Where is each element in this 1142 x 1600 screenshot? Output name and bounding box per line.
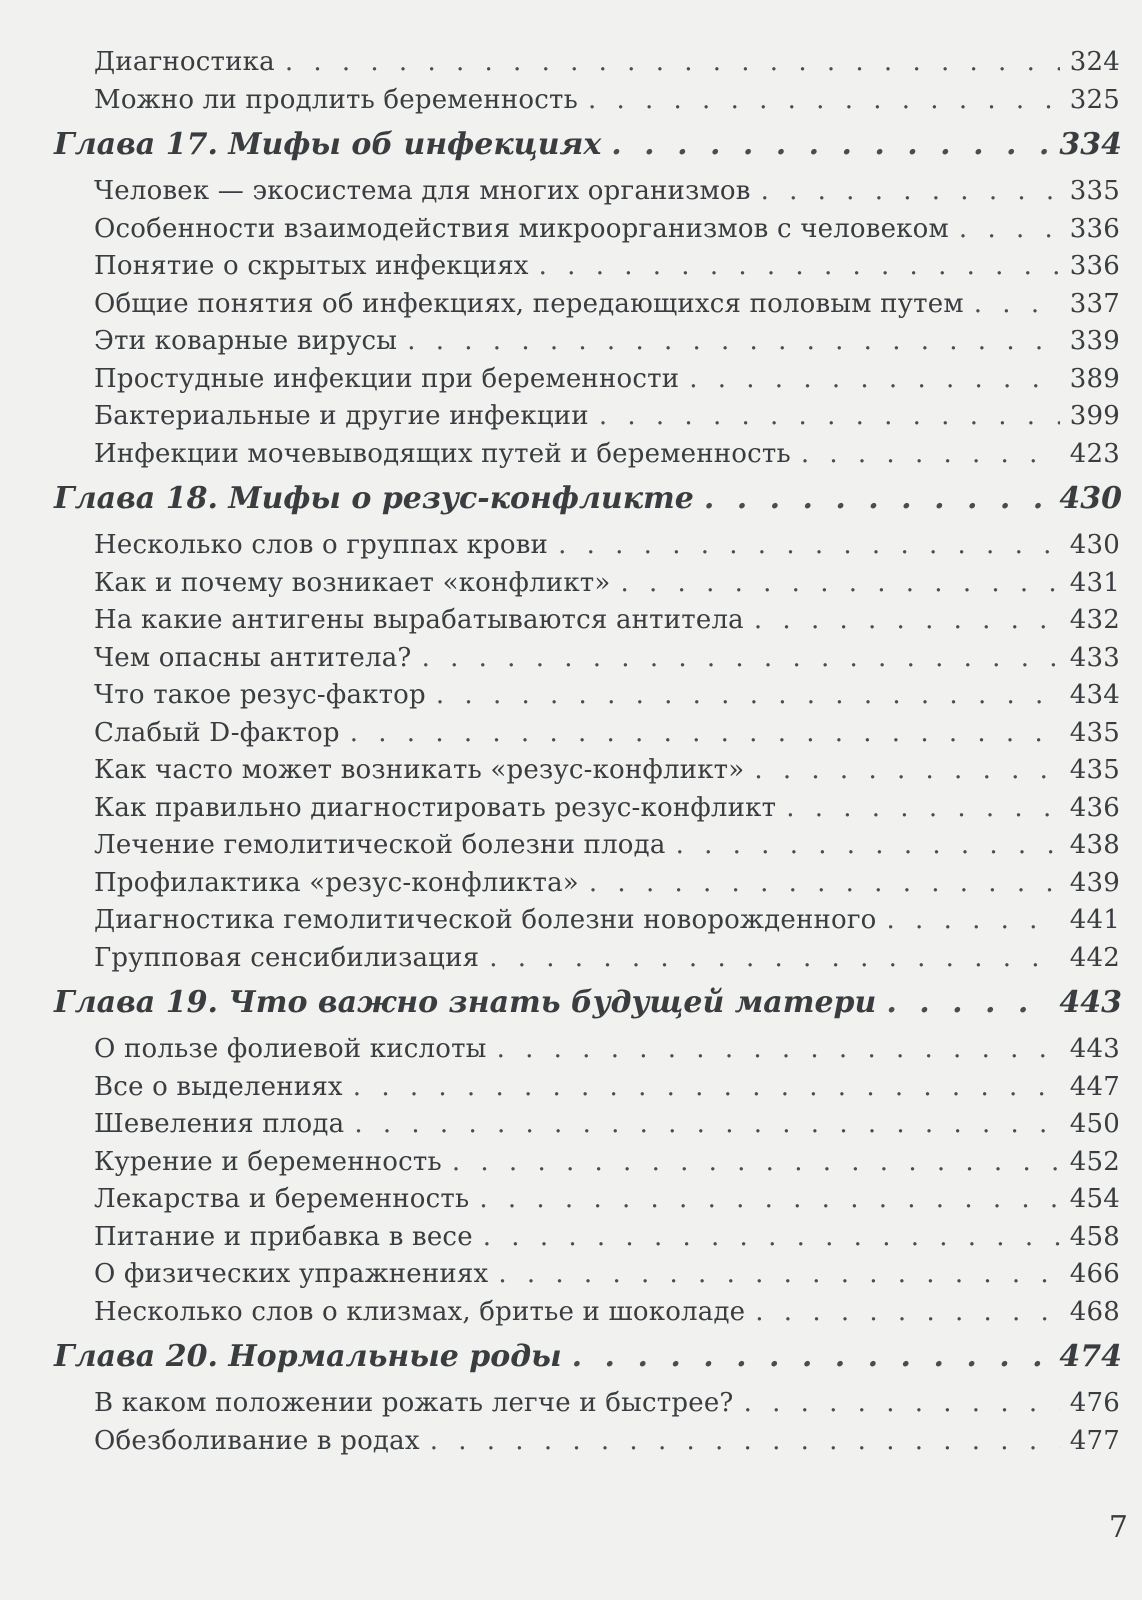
toc-entry (0, 565, 1142, 603)
entry-page-number: 443 (1069, 1034, 1120, 1064)
dot-leader (430, 1423, 1060, 1461)
entry-page-number: 339 (1069, 326, 1120, 356)
dot-leader (407, 323, 1060, 361)
entry-page-number: 441 (1069, 905, 1120, 935)
entry-title: В каком положении рожать легче и быстрее? (94, 1388, 734, 1418)
toc-entry (0, 211, 1142, 249)
entry-title: Диагностика гемолитической болезни новорожденного (94, 905, 877, 935)
toc-entry (0, 940, 1142, 978)
entry-page-number: 435 (1069, 755, 1120, 785)
entry-page-number: 434 (1069, 680, 1120, 710)
entry-title: Чем опасны антитела? (94, 642, 412, 673)
toc-entry (0, 1423, 1142, 1461)
toc-entry (0, 361, 1142, 399)
entry-page-number: 438 (1069, 830, 1120, 860)
dot-leader (886, 981, 1049, 1025)
dot-leader (588, 82, 1060, 120)
entry-page-number: 337 (1069, 288, 1120, 319)
toc-entry (0, 1294, 1142, 1332)
entry-title: Диагностика (94, 47, 275, 77)
toc-entry (0, 1031, 1142, 1069)
dot-leader (483, 1219, 1060, 1257)
entry-page-number: 435 (1069, 717, 1120, 748)
dot-leader (704, 477, 1050, 521)
toc-entry (0, 286, 1142, 324)
entry-page-number: 442 (1069, 942, 1120, 973)
toc-entry (0, 1144, 1142, 1182)
dot-leader (761, 173, 1060, 211)
entry-page-number: 336 (1069, 251, 1120, 281)
entry-page-number: 474 (1059, 1339, 1122, 1374)
dot-leader (744, 1385, 1060, 1423)
dot-leader (620, 565, 1059, 603)
toc-chapter-heading (0, 123, 1142, 167)
entry-page-number: 433 (1069, 642, 1120, 673)
entry-title: Шевеления плода (94, 1109, 345, 1139)
entry-page-number: 431 (1069, 567, 1120, 598)
dot-leader (786, 790, 1060, 828)
dot-leader (539, 248, 1060, 286)
dot-leader (497, 1031, 1060, 1069)
toc-entry (0, 398, 1142, 436)
entry-title: Можно ли продлить беременность (94, 84, 578, 115)
toc-entry (0, 1256, 1142, 1294)
dot-leader (589, 865, 1060, 903)
toc-entry (0, 1219, 1142, 1257)
toc-chapter-heading (0, 981, 1142, 1025)
toc-entry (0, 82, 1142, 120)
dot-leader (498, 1256, 1059, 1294)
toc-entry (0, 323, 1142, 361)
entry-page-number: 324 (1069, 47, 1120, 77)
chapter-title: Глава 17. Мифы об инфекциях (54, 127, 602, 162)
entry-title: Что такое резус-фактор (94, 680, 426, 710)
entry-title: О физических упражнениях (94, 1259, 489, 1289)
entry-title: На какие антигены вырабатываются антитела (94, 605, 744, 635)
entry-page-number: 447 (1069, 1071, 1120, 1102)
toc-entry (0, 44, 1142, 82)
entry-title: Понятие о скрытых инфекциях (94, 251, 529, 281)
entry-title: Профилактика «резус-конфликта» (94, 867, 579, 898)
toc-entry (0, 436, 1142, 474)
entry-page-number: 325 (1069, 84, 1120, 115)
toc-entry (0, 1181, 1142, 1219)
dot-leader (887, 902, 1060, 940)
entry-title: Питание и прибавка в весе (94, 1221, 473, 1252)
toc-entry (0, 790, 1142, 828)
dot-leader (754, 752, 1059, 790)
dot-leader (974, 286, 1060, 324)
entry-title: Лекарства и беременность (94, 1184, 470, 1214)
entry-page-number: 458 (1069, 1221, 1120, 1252)
chapter-title: Глава 20. Нормальные роды (54, 1339, 562, 1374)
toc-entry (0, 827, 1142, 865)
toc-entry (0, 865, 1142, 903)
entry-title: Простудные инфекции при беременности (94, 363, 680, 394)
toc-entry (0, 1106, 1142, 1144)
toc-entry (0, 248, 1142, 286)
dot-leader (452, 1144, 1060, 1182)
entry-page-number: 432 (1069, 605, 1120, 635)
dot-leader (959, 211, 1060, 249)
entry-title: Как правильно диагностировать резус-конфликт (94, 792, 777, 823)
entry-page-number: 439 (1069, 867, 1120, 898)
entry-page-number: 335 (1069, 176, 1120, 206)
table-of-contents (0, 44, 1142, 1460)
entry-title: Как и почему возникает «конфликт» (94, 567, 611, 598)
dot-leader (611, 123, 1049, 167)
entry-title: Несколько слов о клизмах, бритье и шоколаде (94, 1296, 746, 1327)
entry-page-number: 477 (1069, 1425, 1120, 1456)
entry-title: О пользе фолиевой кислоты (94, 1034, 487, 1064)
toc-entry (0, 602, 1142, 640)
toc-entry (0, 1069, 1142, 1107)
entry-page-number: 336 (1069, 213, 1120, 244)
dot-leader (754, 602, 1060, 640)
dot-leader (558, 527, 1060, 565)
entry-page-number: 334 (1059, 127, 1122, 162)
dot-leader (676, 827, 1060, 865)
dot-leader (436, 677, 1060, 715)
dot-leader (599, 398, 1060, 436)
dot-leader (285, 44, 1060, 82)
toc-entry (0, 640, 1142, 678)
toc-chapter-heading (0, 1335, 1142, 1379)
entry-page-number: 452 (1069, 1146, 1120, 1177)
entry-page-number: 430 (1069, 530, 1120, 560)
toc-entry (0, 1385, 1142, 1423)
toc-entry (0, 902, 1142, 940)
entry-page-number: 443 (1059, 985, 1122, 1020)
entry-title: Групповая сенсибилизация (94, 942, 480, 973)
entry-title: Слабый D-фактор (94, 717, 340, 748)
toc-chapter-heading (0, 477, 1142, 521)
entry-title: Человек — экосистема для многих организмов (94, 176, 751, 206)
entry-title: Особенности взаимодействия микроорганизмов с человеком (94, 213, 949, 244)
chapter-title: Глава 18. Мифы о резус-конфликте (54, 481, 694, 516)
toc-entry (0, 752, 1142, 790)
toc-entry (0, 715, 1142, 753)
dot-leader (572, 1335, 1050, 1379)
entry-page-number: 399 (1069, 401, 1120, 431)
dot-leader (689, 361, 1060, 399)
page-number: 7 (1108, 1510, 1128, 1545)
entry-title: Несколько слов о группах крови (94, 530, 549, 560)
dot-leader (354, 1106, 1059, 1144)
entry-page-number: 436 (1069, 792, 1120, 823)
entry-page-number: 450 (1069, 1109, 1120, 1139)
dot-leader (755, 1294, 1060, 1332)
dot-leader (801, 436, 1060, 474)
entry-title: Общие понятия об инфекциях, передающихся половым путем (94, 288, 964, 319)
entry-title: Лечение гемолитической болезни плода (94, 830, 666, 860)
entry-page-number: 466 (1069, 1259, 1120, 1289)
entry-title: Курение и беременность (94, 1146, 442, 1177)
entry-page-number: 476 (1069, 1388, 1120, 1418)
entry-title: Эти коварные вирусы (94, 326, 398, 356)
toc-entry (0, 527, 1142, 565)
entry-title: Инфекции мочевыводящих путей и беременность (94, 438, 791, 469)
entry-page-number: 389 (1069, 363, 1120, 394)
entry-page-number: 468 (1069, 1296, 1120, 1327)
entry-title: Бактериальные и другие инфекции (94, 401, 589, 431)
entry-page-number: 454 (1069, 1184, 1120, 1214)
dot-leader (479, 1181, 1059, 1219)
entry-title: Все о выделениях (94, 1071, 343, 1102)
dot-leader (353, 1069, 1060, 1107)
dot-leader (489, 940, 1060, 978)
entry-title: Обезболивание в родах (94, 1425, 420, 1456)
dot-leader (422, 640, 1060, 678)
entry-page-number: 423 (1069, 438, 1120, 469)
toc-entry (0, 677, 1142, 715)
entry-title: Как часто может возникать «резус-конфликт» (94, 755, 745, 785)
toc-entry (0, 173, 1142, 211)
dot-leader (350, 715, 1060, 753)
chapter-title: Глава 19. Что важно знать будущей матери (54, 985, 877, 1020)
entry-page-number: 430 (1059, 481, 1122, 516)
